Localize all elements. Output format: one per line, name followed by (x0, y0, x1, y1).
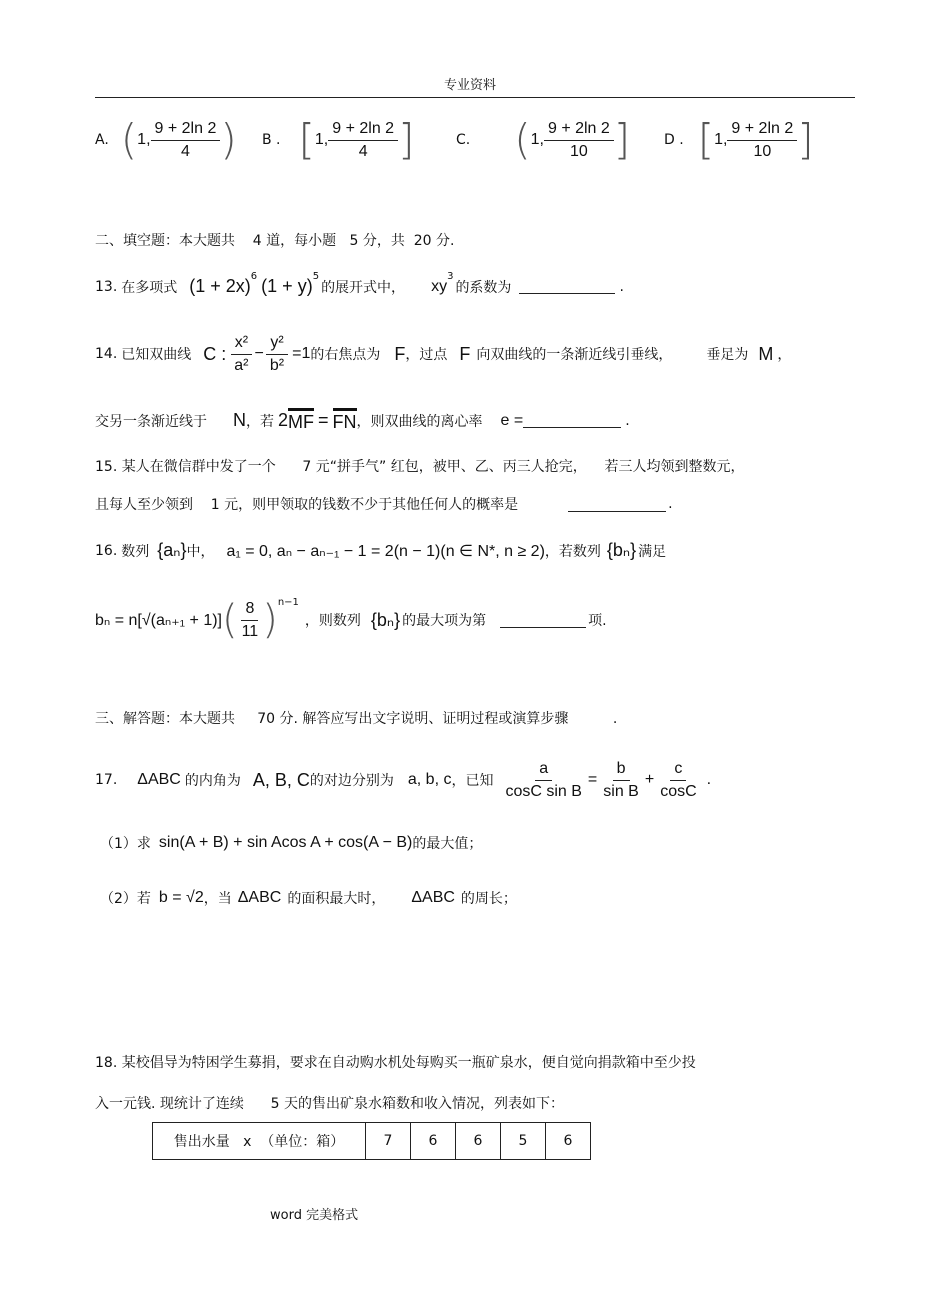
question-18-line2: 入一元钱. 现统计了连续 5 天的售出矿泉水箱数和收入情况，列表如下： (95, 1096, 564, 1112)
q12-option-a: A. ( 1, $\frac{9 + 2\ln 2}{4}$ ) (95, 115, 237, 164)
q12-option-b: B . [ 1, $\frac{9 + 2\ln 2}{4}$ ] (262, 115, 415, 164)
question-14-line2: 交另一条渐近线于 N ，若 2 MF = FN ，则双曲线的离心率 e = . (95, 410, 630, 432)
vector-mf: MF (288, 408, 314, 433)
question-18-line1: 18. 某校倡导为特困学生募捐，要求在自动购水机处每购买一瓶矿泉水，便自觉向捐款箱中至少投 (95, 1055, 696, 1071)
question-15-line2: 且每人至少领到 1 元，则甲领取的钱数不少于其他任何人的概率是 . (95, 496, 673, 513)
q12-option-d: D . [ 1, $\frac{9 + 2\ln 2}{10}$ ] (664, 115, 814, 164)
question-16: 16. 数列 {aₙ} 中， a₁ = 0, aₙ − aₙ₋₁ − 1 = 2(n − 1)(n ∈ N*, n ≥ 2) ，若数列 {bₙ} 满足 (95, 540, 667, 560)
table-cell: 5 (501, 1123, 546, 1160)
answer-blank-16[interactable] (500, 613, 586, 628)
table-header-cell: 售出水量 x （单位：箱） (153, 1123, 366, 1160)
header-rule (95, 97, 855, 98)
question-16-line2: bₙ = n[√(aₙ₊₁ + 1)] ( $\frac{8}{11}$ ) n−1 ，则数列 {bₙ} 的最大项为第 项. (95, 596, 607, 643)
section2-title: 二、填空题：本大题共 4 道，每小题 5 分，共 20 分. (95, 233, 455, 249)
question-17-part2: （2）若 b = √2 ，当 ΔABC 的面积最大时， ΔABC 的周长； (100, 889, 517, 907)
question-17: 17. ΔABC 的内角为 A, B, C 的对边分别为 a, b, c ，已知 $\frac{a}{\text{cosC sin B}}$ = $\frac{b}{\text{sin B}}$ + $\frac{c}{\cos C}$ . (95, 759, 712, 800)
table-row (153, 1123, 591, 1160)
question-14: 14. 已知双曲线 C : $\frac{\text{x²}}{\text{a²}}$ − $\frac{\text{y²}}{\text{b²}}$ =1 的右焦点为 F ，过点 F 向双曲线的一条渐近线引垂线， 垂足为 M ， (95, 333, 792, 374)
q12-option-c: C. ( 1, $\frac{9 + 2\ln 2}{10}$ ] (456, 115, 631, 164)
question-15-line1: 15. 某人在微信群中发了一个 7 元“拼手气” 红包，被甲、乙、丙三人抢完， 若三人均领到整数元， (95, 459, 745, 475)
table-cell: 6 (411, 1123, 456, 1160)
answer-blank-15[interactable] (568, 497, 666, 512)
sales-table (152, 1122, 591, 1160)
table-cell: 7 (366, 1123, 411, 1160)
page-header: 专业资料 (444, 78, 497, 93)
answer-blank-14[interactable] (523, 413, 621, 428)
table-cell: 6 (546, 1123, 591, 1160)
question-13: 13. 在多项式 (1 + 2x) 6 (1 + y) 5 的展开式中， xy 3 的系数为 . (95, 271, 624, 296)
vector-fn: FN (333, 408, 357, 433)
section3-title: 三、解答题：本大题共 70 分. 解答应写出文字说明、证明过程或演算步骤 . (95, 711, 618, 727)
question-17-part1: （1）求 sin(A + B) + sin Acos A + cos(A − B) 的最大值； (100, 834, 483, 852)
table-cell: 6 (456, 1123, 501, 1160)
page-footer: word 完美格式 (270, 1208, 359, 1223)
answer-blank-13[interactable] (519, 279, 615, 294)
